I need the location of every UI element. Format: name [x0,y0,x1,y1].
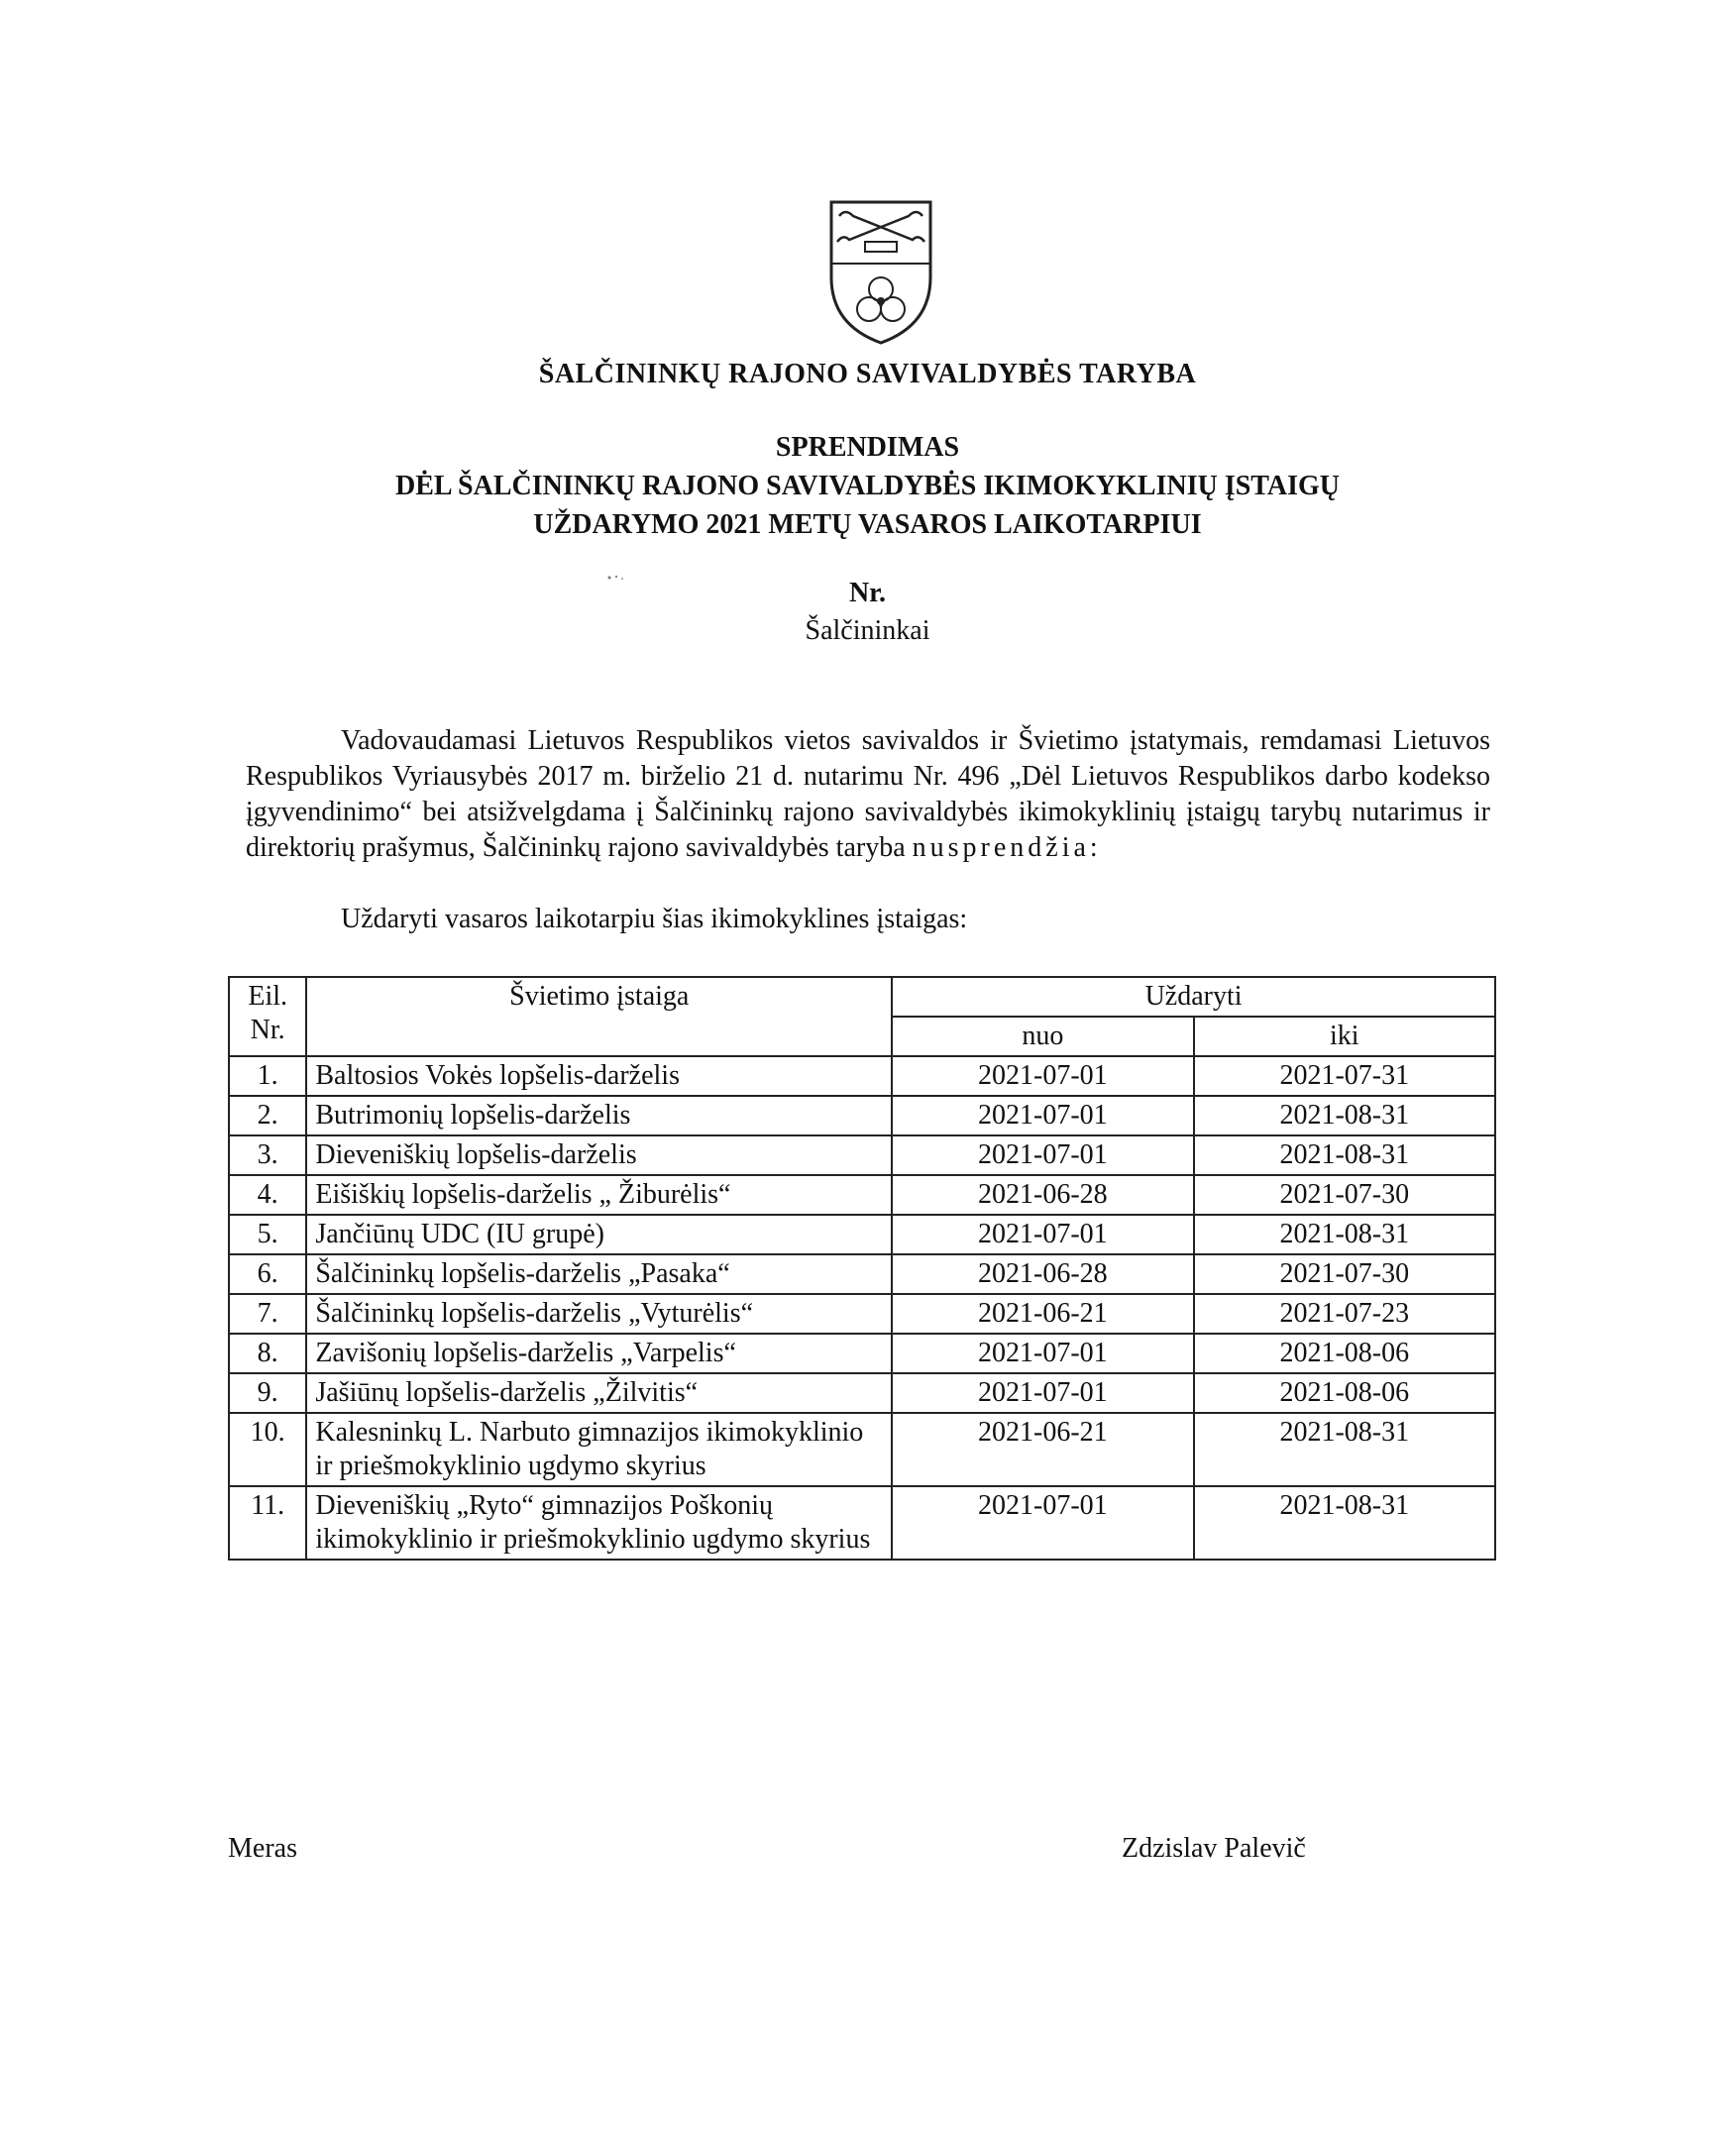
row-to-date: 2021-07-31 [1194,1056,1495,1096]
row-number: 4. [229,1175,306,1215]
header-from: nuo [892,1017,1193,1056]
row-from-date: 2021-06-28 [892,1175,1193,1215]
institutions-table [228,976,1496,1561]
row-to-date: 2021-08-31 [1194,1096,1495,1135]
row-institution: Zavišonių lopšelis-darželis „Varpelis“ [306,1334,892,1373]
coat-of-arms-icon [825,198,936,347]
row-to-date: 2021-08-31 [1194,1135,1495,1175]
row-institution: Jančiūnų UDC (IU grupė) [306,1215,892,1254]
header-nr: Eil. Nr. [229,977,306,1056]
document-place: Šalčininkai [805,615,930,646]
row-number: 7. [229,1294,306,1334]
row-number: 11. [229,1486,306,1560]
row-institution: Eišiškių lopšelis-darželis „ Žiburėlis“ [306,1175,892,1215]
row-number: 5. [229,1215,306,1254]
row-to-date: 2021-08-06 [1194,1334,1495,1373]
row-from-date: 2021-07-01 [892,1373,1193,1413]
table-row [229,1135,1495,1175]
document-title-line-2: UŽDARYMO 2021 METŲ VASAROS LAIKOTARPIUI [533,509,1202,540]
row-to-date: 2021-07-23 [1194,1294,1495,1334]
row-from-date: 2021-06-21 [892,1413,1193,1486]
row-from-date: 2021-06-21 [892,1294,1193,1334]
table-row [229,1056,1495,1096]
row-to-date: 2021-08-31 [1194,1215,1495,1254]
row-number: 2. [229,1096,306,1135]
row-institution: Šalčininkų lopšelis-darželis „Vyturėlis“ [306,1294,892,1334]
row-number: 1. [229,1056,306,1096]
table-row [229,1373,1495,1413]
signatory-position: Meras [228,1833,297,1864]
row-from-date: 2021-07-01 [892,1486,1193,1560]
council-name: ŠALČININKŲ RAJONO SAVIVALDYBĖS TARYBA [538,359,1197,389]
table-intro: Uždaryti vasaros laikotarpiu šias ikimokyklines įstaigas: [341,904,968,934]
table-row [229,1294,1495,1334]
signatory-name: Zdzislav Palevič [1122,1833,1306,1864]
table-row [229,1215,1495,1254]
row-from-date: 2021-07-01 [892,1096,1193,1135]
row-from-date: 2021-06-28 [892,1254,1193,1294]
row-number: 6. [229,1254,306,1294]
row-institution: Baltosios Vokės lopšelis-darželis [306,1056,892,1096]
decides-word: nusprendžia: [912,832,1102,863]
table-row [229,1334,1495,1373]
row-number: 3. [229,1135,306,1175]
decision-paragraph [246,723,1490,866]
table-row [229,1096,1495,1135]
table-row [229,1175,1495,1215]
row-from-date: 2021-07-01 [892,1215,1193,1254]
header-institution: Švietimo įstaiga [306,977,892,1056]
row-to-date: 2021-08-31 [1194,1413,1495,1486]
row-institution: Dieveniškių lopšelis-darželis [306,1135,892,1175]
table-row [229,1486,1495,1560]
row-institution: Šalčininkų lopšelis-darželis „Pasaka“ [306,1254,892,1294]
document-type: SPRENDIMAS [775,432,960,463]
row-to-date: 2021-08-31 [1194,1486,1495,1560]
row-institution: Kalesninkų L. Narbuto gimnazijos ikimokyklinio ir priešmokyklinio ugdymo skyrius [306,1413,892,1486]
header-close: Uždaryti [892,977,1495,1017]
row-number: 10. [229,1413,306,1486]
document-number-label: Nr. [848,578,887,608]
row-institution: Jašiūnų lopšelis-darželis „Žilvitis“ [306,1373,892,1413]
row-from-date: 2021-07-01 [892,1135,1193,1175]
row-number: 8. [229,1334,306,1373]
table-row [229,1413,1495,1486]
table-row [229,1254,1495,1294]
document-title-block [0,428,1735,544]
paragraph-text: Vadovaudamasi Lietuvos Respublikos vietos savivaldos ir Švietimo įstatymais, remdamasi Lietuvos Respublikos Vyriausybės 2017 m. birželio 21 d. nutarimu Nr. 496 „Dėl Lietuvos Respublikos darbo kodekso įgyvendinimo“ bei atsižvelgdama į Šalčininkų rajono savivaldybės ikimokyklinių įstaigų tarybų nutarimus ir direktorių prašymus, Šalčininkų rajono savivaldybės taryba [246,725,1490,863]
row-to-date: 2021-07-30 [1194,1175,1495,1215]
row-from-date: 2021-07-01 [892,1334,1193,1373]
row-institution: Butrimonių lopšelis-darželis [306,1096,892,1135]
row-to-date: 2021-07-30 [1194,1254,1495,1294]
row-institution: Dieveniškių „Ryto“ gimnazijos Poškonių ikimokyklinio ir priešmokyklinio ugdymo skyrius [306,1486,892,1560]
row-to-date: 2021-08-06 [1194,1373,1495,1413]
header-to: iki [1194,1017,1495,1056]
document-title-line-1: DĖL ŠALČININKŲ RAJONO SAVIVALDYBĖS IKIMOKYKLINIŲ ĮSTAIGŲ [395,471,1340,501]
row-from-date: 2021-07-01 [892,1056,1193,1096]
row-number: 9. [229,1373,306,1413]
